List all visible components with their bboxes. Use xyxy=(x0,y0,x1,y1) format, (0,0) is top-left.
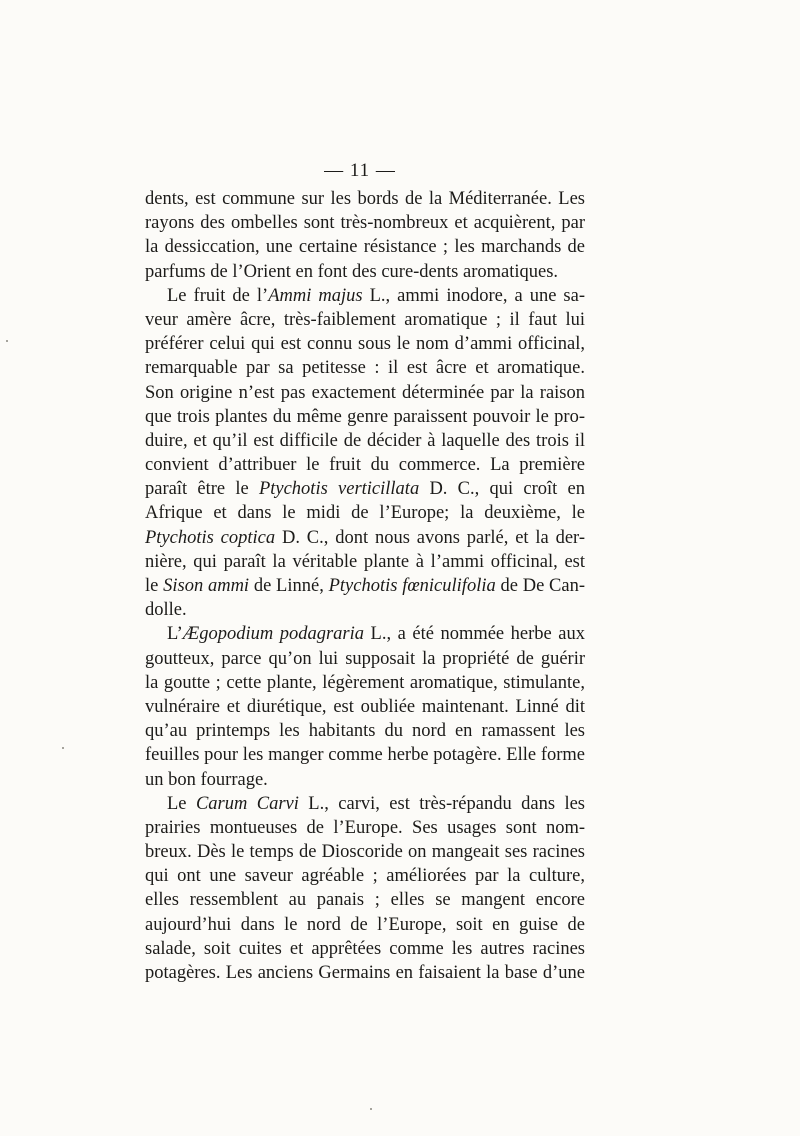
text-line xyxy=(145,356,585,380)
italic-term: Ptychotis verticillata xyxy=(258,479,420,500)
text-line xyxy=(145,622,585,646)
paper-speck xyxy=(6,340,8,342)
text-run: parfums de l’Orient en font des cure-dents aromatiques. xyxy=(145,261,559,282)
text-run: convient d’attribuer le fruit du commerce. La première xyxy=(145,455,585,476)
text-line xyxy=(145,453,585,477)
text-run: L’ xyxy=(167,624,183,645)
text-line xyxy=(145,937,585,961)
text-run: remarquable par sa petitesse : il est âcre et aromatique. xyxy=(145,358,585,379)
text-line xyxy=(145,961,585,985)
text-line xyxy=(145,695,585,719)
text-line xyxy=(145,308,585,332)
text-run: la goutte ; cette plante, légèrement aromatique, stimulante, xyxy=(145,672,585,693)
text-run: la dessiccation, une certaine résistance ; les marchands de xyxy=(145,237,585,258)
text-line xyxy=(145,381,585,405)
italic-term: Ptychotis coptica xyxy=(145,527,276,548)
text-run: dents, est commune sur les bords de la Méditerranée. Les xyxy=(145,189,585,209)
page-number: — 11 — xyxy=(324,160,396,181)
text-line xyxy=(145,719,585,743)
text-line xyxy=(145,816,585,840)
text-line xyxy=(145,743,585,767)
text-run: le xyxy=(145,576,164,596)
text-line xyxy=(145,405,585,429)
text-line xyxy=(145,429,585,453)
text-run: dolle. xyxy=(145,600,187,621)
text-run: salade, soit cuites et apprêtées comme les autres racines xyxy=(145,938,585,959)
text-line xyxy=(145,332,585,356)
text-run: L., a été nommée herbe aux xyxy=(364,624,585,645)
text-line xyxy=(145,526,585,550)
text-run: duire, et qu’il est difficile de décider à laquelle des trois il xyxy=(145,430,585,451)
text-run: prairies montueuses de l’Europe. Ses usages sont nom- xyxy=(145,817,585,838)
text-run: qui ont une saveur agréable ; améliorées par la culture, xyxy=(145,866,585,887)
text-line xyxy=(145,187,585,211)
text-run: nière, qui paraît la véritable plante à l’ammi officinal, est xyxy=(145,551,585,572)
text-run: rayons des ombelles sont très-nombreux et acquièrent, par xyxy=(145,213,585,234)
text-line xyxy=(145,768,585,792)
italic-term: Ammi majus xyxy=(268,285,363,306)
paper-speck xyxy=(62,747,64,749)
text-run: de De Can- xyxy=(495,576,585,596)
text-line xyxy=(145,913,585,937)
text-line xyxy=(145,260,585,284)
text-line xyxy=(145,888,585,912)
text-line xyxy=(145,235,585,259)
text-run: veur amère âcre, très-faiblement aromatique ; il faut lui xyxy=(145,309,585,330)
text-run: un bon fourrage. xyxy=(145,769,268,790)
text-line xyxy=(145,501,585,525)
text-line xyxy=(145,550,585,574)
text-run: préférer celui qui est connu sous le nom d’ammi officinal, xyxy=(145,334,585,355)
text-line xyxy=(145,598,585,622)
text-run: L., ammi inodore, a une sa- xyxy=(362,285,586,306)
paper-speck xyxy=(370,1108,372,1110)
text-line xyxy=(145,574,585,598)
text-run: D. C., qui croît en xyxy=(419,479,586,500)
text-run: Le fruit de l’ xyxy=(167,285,269,306)
text-run: Afrique et dans le midi de l’Europe; la deuxième, le xyxy=(145,503,585,524)
text-line xyxy=(145,477,585,501)
italic-term: Carum Carvi xyxy=(195,793,299,814)
text-line xyxy=(145,284,585,308)
text-run: Le xyxy=(167,793,196,814)
text-line xyxy=(145,840,585,864)
text-line xyxy=(145,647,585,671)
text-line xyxy=(145,792,585,816)
text-run: que trois plantes du même genre paraissent pouvoir le pro- xyxy=(145,406,585,427)
text-run: breux. Dès le temps de Dioscoride on mangeait ses racines xyxy=(145,842,585,863)
text-run: goutteux, parce qu’on lui supposait la propriété de guérir xyxy=(145,648,585,669)
text-run: paraît être le xyxy=(145,479,259,500)
text-run: feuilles pour les manger comme herbe potagère. Elle forme xyxy=(145,745,585,766)
italic-term: Ptychotis fœniculifolia xyxy=(328,576,496,596)
body-text xyxy=(145,187,585,985)
text-run: vulnéraire et diurétique, est oubliée maintenant. Linné dit xyxy=(145,696,585,717)
text-run: de Linné, xyxy=(249,576,329,596)
text-run: Son origine n’est pas exactement déterminée par la raison xyxy=(145,382,585,403)
text-run: elles ressemblent au panais ; elles se mangent encore xyxy=(145,890,585,911)
text-line xyxy=(145,211,585,235)
text-line xyxy=(145,671,585,695)
text-run: qu’au printemps les habitants du nord en ramassent les xyxy=(145,721,585,742)
text-run: L., carvi, est très-répandu dans les xyxy=(298,793,585,814)
italic-term: Ægopodium podagraria xyxy=(182,624,365,645)
text-line xyxy=(145,864,585,888)
text-run: aujourd’hui dans le nord de l’Europe, soit en guise de xyxy=(145,914,585,935)
italic-term: Sison ammi xyxy=(163,576,250,596)
text-run: potagères. Les anciens Germains en faisaient la base d’une xyxy=(145,963,585,983)
text-run: D. C., dont nous avons parlé, et la der- xyxy=(275,527,585,548)
